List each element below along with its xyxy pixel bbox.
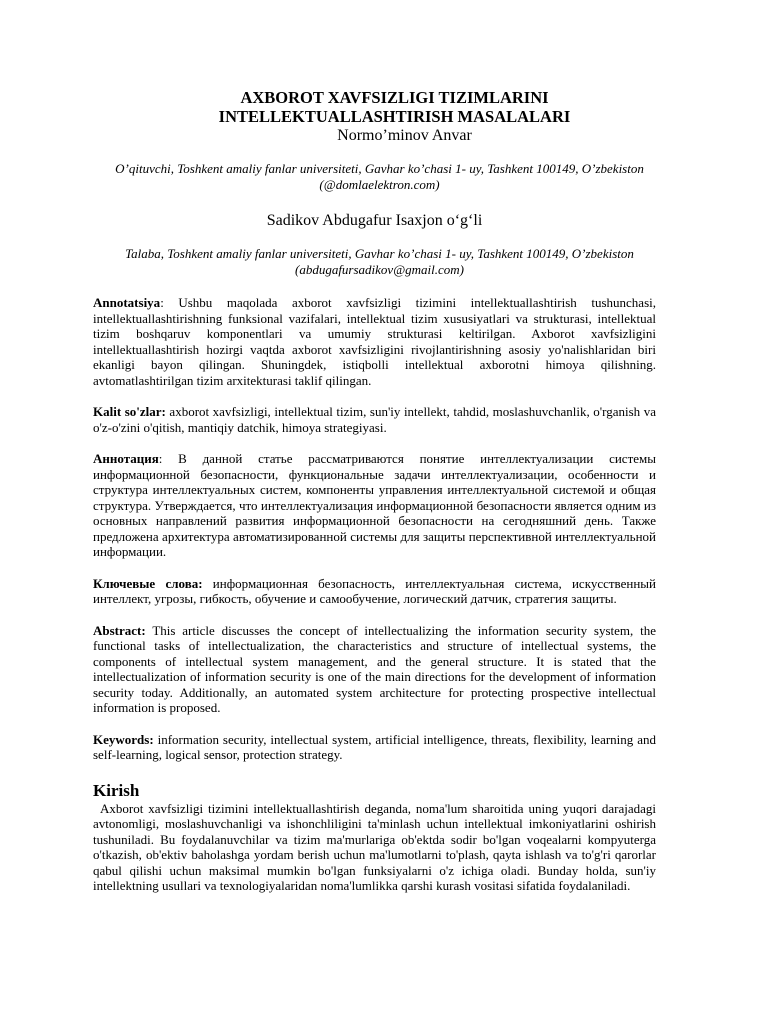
section-heading-intro: Kirish — [93, 780, 140, 800]
keywords-en-label: Keywords: — [93, 731, 154, 747]
author-1-name: Normo’minov Anvar — [337, 127, 472, 144]
title-line-1: AXBOROT XAVFSIZLIGI TIZIMLARINI — [240, 88, 549, 107]
annotation-ru-text: : В данной статье рассматриваются понятие интеллектуализации системы информационной безопасности, функциональные задачи интеллектуализации, особенности и структура интеллектуальных систем, компоненты управления интеллектуальной системой и общая структура. Утверждается, что интеллектуализация информационной безопасности является одним из основных направлений развития информационной безопасности на сегодняшний день. Также предложена архитектура автоматизированной системы для защиты перспективной интеллектуальной информации. — [93, 451, 656, 559]
author-1-affiliation-text: O’qituvchi, Toshkent amaliy fanlar universiteti, Gavhar ko’chasi 1- uy, Tashkent 100149, O’zbekiston — [115, 161, 644, 176]
abstract-en-text: This article discusses the concept of intellectualizing the information security system, the functional tasks of intellectualization, the characteristics and structure of intellectual systems, the components of intellectual system management, and the general structure. It is stated that the intellectualization of information security is one of the main directions for the development of information security today. Additionally, an automated system architecture for protecting prospective intellectual information is proposed. — [93, 622, 656, 715]
keywords-uz-text: axborot xavfsizligi, intellektual tizim, sun'iy intellekt, tahdid, moslashuvchanlik, o'rganish va o'z-o'zini o'qitish, mantiqiy datchik, himoya strategiyasi. — [93, 404, 656, 435]
author-2-affiliation — [83, 246, 676, 278]
annotation-ru-label: Аннотация — [93, 451, 159, 466]
author-1-affiliation — [83, 161, 676, 193]
keywords-ru-label: Ключевые слова: — [93, 575, 203, 591]
paper-page — [93, 88, 656, 894]
keywords-ru-text: информационная безопасность, интеллектуальная система, искусственный интеллект, угрозы, гибкость, обучение и самообучение, логический датчик, стратегия защиты. — [93, 575, 656, 606]
abstract-en-label: Abstract: — [93, 622, 146, 638]
title-line-2: INTELLEKTUALLASHTIRISH MASALALARI — [218, 107, 571, 126]
paper-title — [133, 88, 656, 126]
annotation-uz-label: Annotatsiya — [93, 295, 161, 310]
keywords-en-text: information security, intellectual system, artificial intelligence, threats, flexibility, learning and self-learning, logical sensor, protection strategy. — [93, 731, 656, 762]
author-1-email: (@domlaelektron.com) — [319, 177, 440, 192]
keywords-uz-label: Kalit so'zlar: — [93, 404, 166, 419]
author-2-email: (abdugafursadikov@gmail.com) — [294, 262, 465, 277]
annotation-uz — [93, 295, 656, 388]
annotation-ru — [93, 451, 656, 560]
annotation-uz-text: : Ushbu maqolada axborot xavfsizligi tizimini intellektuallashtirish tushunchasi, intellektuallashtirishning funksional vazifalari, intellektual tizim xususiyatlari va strukturasi, intellektual tizim boshqaruv komponentlari va umumiy strukturasi keltirilgan. Axborot xavfsizligini intellektuallashtirish hozirgi vaqtda axborot xavfsizligini rivojlantirishning asosiy yo'nalishlaridan biri ekanligi bayon qilingan. Shuningdek, istiqbolli intellektual axborotni himoya qilishning. avtomatlashtirilgan tizim arxitekturasi taklif qilingan. — [93, 295, 656, 388]
abstract-en — [93, 623, 656, 716]
keywords-uz — [93, 404, 656, 435]
author-2-affiliation-text: Talaba, Toshkent amaliy fanlar universiteti, Gavhar ko’chasi 1- uy, Tashkent 100149, O’zbekiston — [125, 246, 634, 261]
keywords-ru — [93, 576, 656, 607]
author-2-name: Sadikov Abdugafur Isaxjon o‘g‘li — [266, 212, 483, 229]
intro-paragraph: Axborot xavfsizligi tizimini intellektuallashtirish deganda, noma'lum sharoitida uning yuqori darajadagi avtonomligi, moslashuvchanligi va ishonchliligini ta'minlash uchun intellektual imkoniyatlarini oshirish tushuniladi. Bu foydalanuvchilar va tizim ma'murlariga ob'ektda sodir bo'lgan voqealarni kompyuterga o'tkazish, ob'ektiv baholashga yordam berish uchun ma'lumotlarni to'plash, qayta ishlash va to'g'ri qarorlar qabul qilishi uchun maksimal mumkin bo'lgan funksiyalarni o'z ichiga oladi. Bunday holda, sun'iy intellektning usullari va texnologiyalaridan noma'lumlikka qarshi kurash vositasi sifatida foydalaniladi. — [93, 800, 656, 893]
keywords-en — [93, 732, 656, 763]
